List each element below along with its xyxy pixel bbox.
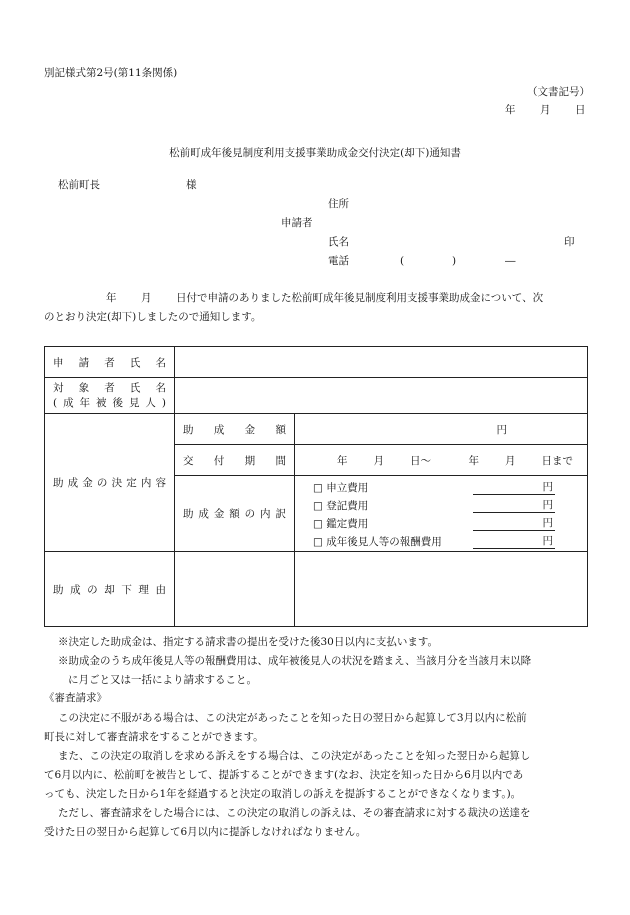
phone-close-paren: ) [452,255,457,267]
applicant-name-header-cell [45,347,175,378]
breakdown-item [313,515,587,531]
note-fee-line2: に月ごと又は一括により請求すること。 [68,674,257,686]
decision-header-cell [45,414,175,552]
rejection-reason-value-cell [295,552,588,627]
note-payment: ※決定した助成金は、指定する請求書の提出を受けた後30日以内に支払います。 [58,636,439,648]
breakdown-list [295,479,587,549]
breakdown-header: 助 成 金 額 の 内 訳 [183,508,286,520]
amount-value-cell [295,414,588,445]
phone-open-paren: ( [400,255,405,267]
review-heading: 《審査請求》 [44,692,107,704]
document-number: （文書記号） [527,86,590,98]
addressee-honorific: 様 [186,179,197,191]
seal-mark: 印 [564,236,575,248]
breakdown-header-cell [175,476,295,552]
applicant-label: 申請者 [281,217,313,229]
review-p3-line2: 受けた日の翌日から起算して6月以内に提訴しなければなりません。 [44,826,367,838]
intro-year: 年 [106,292,117,304]
date-month: 月 [540,104,551,116]
applicant-name-value-cell [175,347,588,378]
rejection-header-cell [45,552,175,627]
applicant-name-label: 氏名 [328,236,349,248]
review-p3-line1: ただし、審査請求をした場合には、この決定の取消しの訴えは、その審査請求に対する裁決の送達を [58,807,531,819]
breakdown-item [313,479,587,495]
amount-header-cell [175,414,295,445]
breakdown-item-label: □ 登記費用 [313,499,369,512]
applicant-address-label: 住所 [328,198,349,210]
breakdown-item-amount: 円 [473,517,555,531]
date-year: 年 [505,104,516,116]
breakdown-item [313,533,587,549]
breakdown-item-label: □ 申立費用 [313,481,369,494]
period-value-cell [295,445,588,476]
breakdown-item-label: □ 成年後見人等の報酬費用 [313,535,442,548]
breakdown-item-amount: 円 [473,481,555,495]
addressee-name: 松前町長 [58,179,100,191]
applicant-phone-label: 電話 [328,255,349,267]
intro-month: 月 [141,292,152,304]
breakdown-item-amount: 円 [473,535,555,549]
amount-header: 助 成 金 額 [183,423,286,436]
breakdown-item [313,497,587,513]
review-p1-line2: 町長に対して審査請求をすることができます。 [44,731,264,743]
form-label: 別記様式第2号(第11条関係) [44,67,178,79]
amount-unit: 円 [496,423,507,436]
subject-name-header: 対 象 者 氏 名 [53,381,166,394]
intro-line1: 日付で申請のありました松前町成年後見制度利用支援事業助成金について、次 [176,292,544,304]
decision-header: 助 成 金 の 決 定 内 容 [53,477,166,489]
period-start-day: 日～ [410,454,431,467]
rejection-reason-blank-cell [175,552,295,627]
intro-line2: のとおり決定(却下)しましたので通知します。 [44,311,262,323]
breakdown-item-amount: 円 [473,499,555,513]
rejection-header: 助 成 の 却 下 理 由 [53,583,166,596]
date-day: 日 [575,104,586,116]
period-end-year: 年 [468,454,479,467]
period-end-month: 月 [505,454,516,467]
review-p1-line1: この決定に不服がある場合は、この決定があったことを知った日の翌日から起算して3月以内に松前 [58,712,527,724]
period-header: 交 付 期 間 [183,454,286,467]
breakdown-value-cell [295,476,588,552]
phone-dash: ― [505,255,516,267]
period-start-month: 月 [373,454,384,467]
breakdown-item-label: □ 鑑定費用 [313,517,369,530]
review-p2-line1: また、この決定の取消しを求める訴えをする場合は、この決定があったことを知った翌日から起算し [58,750,531,762]
period-end-day: 日まで [541,454,573,467]
decision-table [44,346,588,627]
period-header-cell [175,445,295,476]
subject-name-header-cell [45,378,175,414]
period-range [295,453,587,468]
note-fee-line1: ※助成金のうち成年後見人等の報酬費用は、成年被後見人の状況を踏まえ、当該月分を当該月末以降 [58,655,532,667]
review-p2-line3: っても、決定した日から1年を経過すると決定の取消しの訴えを提訴することができなくなります。)。 [44,788,522,800]
applicant-name-header: 申 請 者 氏 名 [53,356,166,369]
review-p2-line2: て6月以内に、松前町を被告として、提訴することができます(なお、決定を知った日から6月以内であ [44,769,524,781]
subject-name-value-cell [175,378,588,414]
subject-name-subheader: ( 成 年 被 後 見 人 ) [53,396,166,409]
document-title: 松前町成年後見制度利用支援事業助成金交付決定(却下)通知書 [169,147,461,159]
period-start-year: 年 [337,454,348,467]
